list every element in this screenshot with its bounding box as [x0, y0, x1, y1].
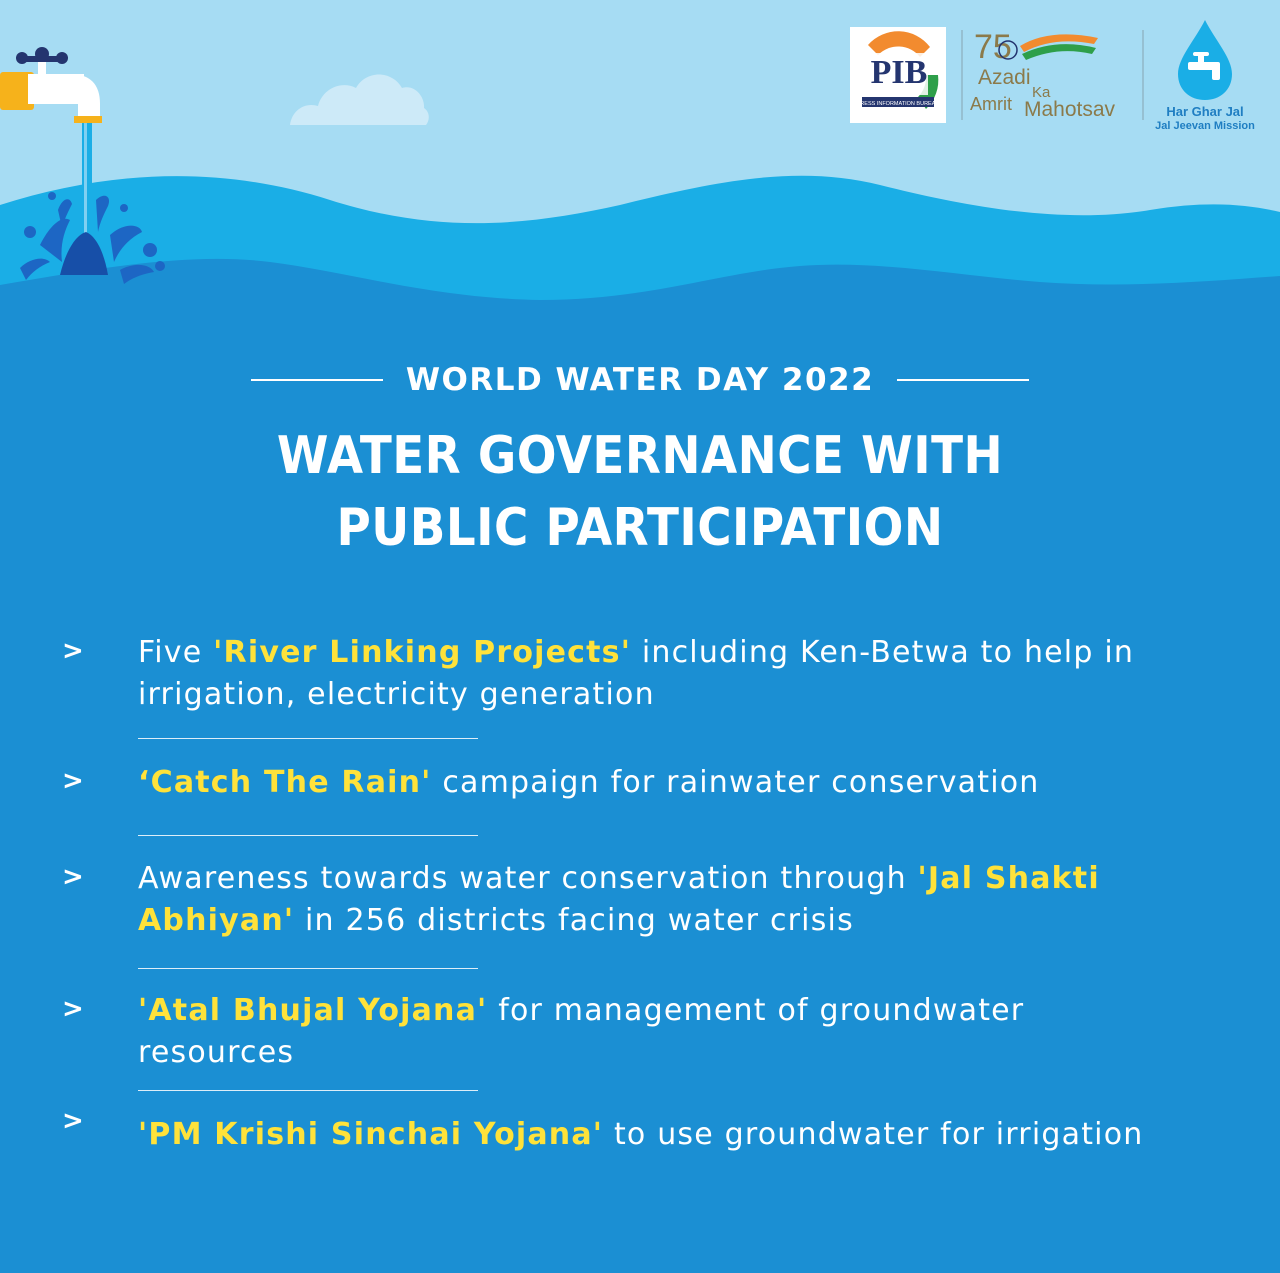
list-item-text: Five 'River Linking Projects' including Ken-Betwa to help in irrigation, electricity generation	[138, 635, 1135, 712]
svg-text:75: 75	[974, 28, 1012, 66]
chevron-right-icon: >	[62, 994, 84, 1024]
svg-text:PRESS INFORMATION BUREAU: PRESS INFORMATION BUREAU	[856, 101, 940, 107]
chevron-right-icon: >	[62, 766, 84, 796]
list-item-text: Awareness towards water conservation through 'Jal Shakti Abhiyan' in 256 districts facing water crisis	[138, 861, 1100, 938]
azadi-text-line2: Amrit	[970, 94, 1012, 114]
partner-logos	[850, 18, 1270, 138]
pib-logo	[850, 27, 946, 123]
azadi-text-ka: Ka	[1032, 84, 1051, 101]
azadi-ka-amrit-mahotsav-logo	[970, 24, 1130, 124]
logo-divider	[1142, 30, 1144, 120]
har-ghar-jal-logo	[1150, 18, 1260, 138]
azadi-text-line3: Mahotsav	[1024, 98, 1116, 121]
jal-jeevan-mission-text: Jal Jeevan Mission	[1155, 120, 1255, 132]
list-divider	[138, 968, 478, 969]
list-divider	[138, 835, 478, 836]
eyebrow-rule-left	[251, 379, 383, 381]
eyebrow-text: WORLD WATER DAY 2022	[405, 362, 875, 398]
logo-divider	[961, 30, 963, 120]
highlight-text: 'PM Krishi Sinchai Yojana'	[138, 1117, 604, 1152]
highlight-text: 'Jal Shakti Abhiyan'	[138, 861, 1100, 938]
pib-text: PIB	[870, 54, 928, 91]
eyebrow-heading	[0, 362, 1280, 398]
list-divider	[138, 1090, 478, 1091]
chevron-right-icon: >	[62, 1106, 84, 1136]
eyebrow-rule-right	[897, 379, 1029, 381]
chevron-right-icon: >	[62, 636, 84, 666]
page-title: WATER GOVERNANCE WITH PUBLIC PARTICIPATION	[276, 426, 1004, 558]
har-ghar-jal-text: Har Ghar Jal	[1166, 104, 1244, 119]
chevron-right-icon: >	[62, 862, 84, 892]
list-item-text: ‘Catch The Rain' campaign for rainwater conservation	[138, 765, 1040, 800]
list-item-text: 'PM Krishi Sinchai Yojana' to use groundwater for irrigation	[138, 1117, 1144, 1152]
highlight-text: 'Atal Bhujal Yojana'	[138, 993, 488, 1028]
highlight-text: 'River Linking Projects'	[213, 635, 632, 670]
list-item-text: 'Atal Bhujal Yojana' for management of groundwater resources	[138, 993, 1025, 1070]
list-divider	[138, 738, 478, 739]
highlight-text: ‘Catch The Rain'	[138, 765, 432, 800]
azadi-text-line1: Azadi	[978, 66, 1031, 89]
